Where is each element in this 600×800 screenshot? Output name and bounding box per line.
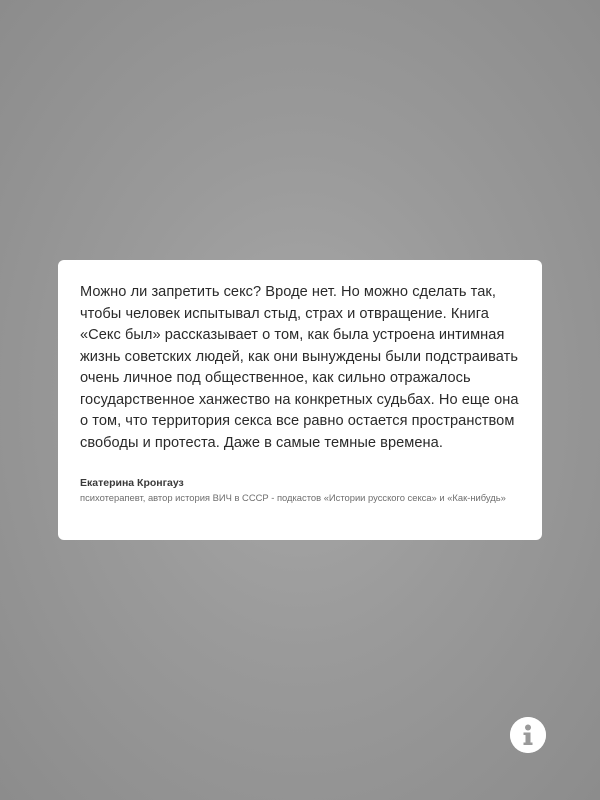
quote-author-role: психотерапевт, автор история ВИЧ в СССР - подкастов «Истории русского секса» и «Как-нибудь» (80, 492, 506, 503)
info-button[interactable] (510, 717, 546, 753)
info-icon (510, 717, 546, 753)
quote-author-name: Екатерина Кронгауз (80, 477, 184, 489)
quote-card (58, 260, 542, 540)
quote-text: Можно ли запретить секс? Вроде нет. Но можно сделать так, чтобы человек испытывал стыд, страх и отвращение. Книга «Секс был» рассказывает о том, как была устроена интимная жизнь советских людей, как они вынуждены были подстраивать очень личное под общественное, как сильно отражалось государственное ханжество на конкретных судьбах. Но еще она о том, что территория секса все равно остается пространством свободы и протеста. Даже в самые темные времена. (80, 284, 519, 451)
